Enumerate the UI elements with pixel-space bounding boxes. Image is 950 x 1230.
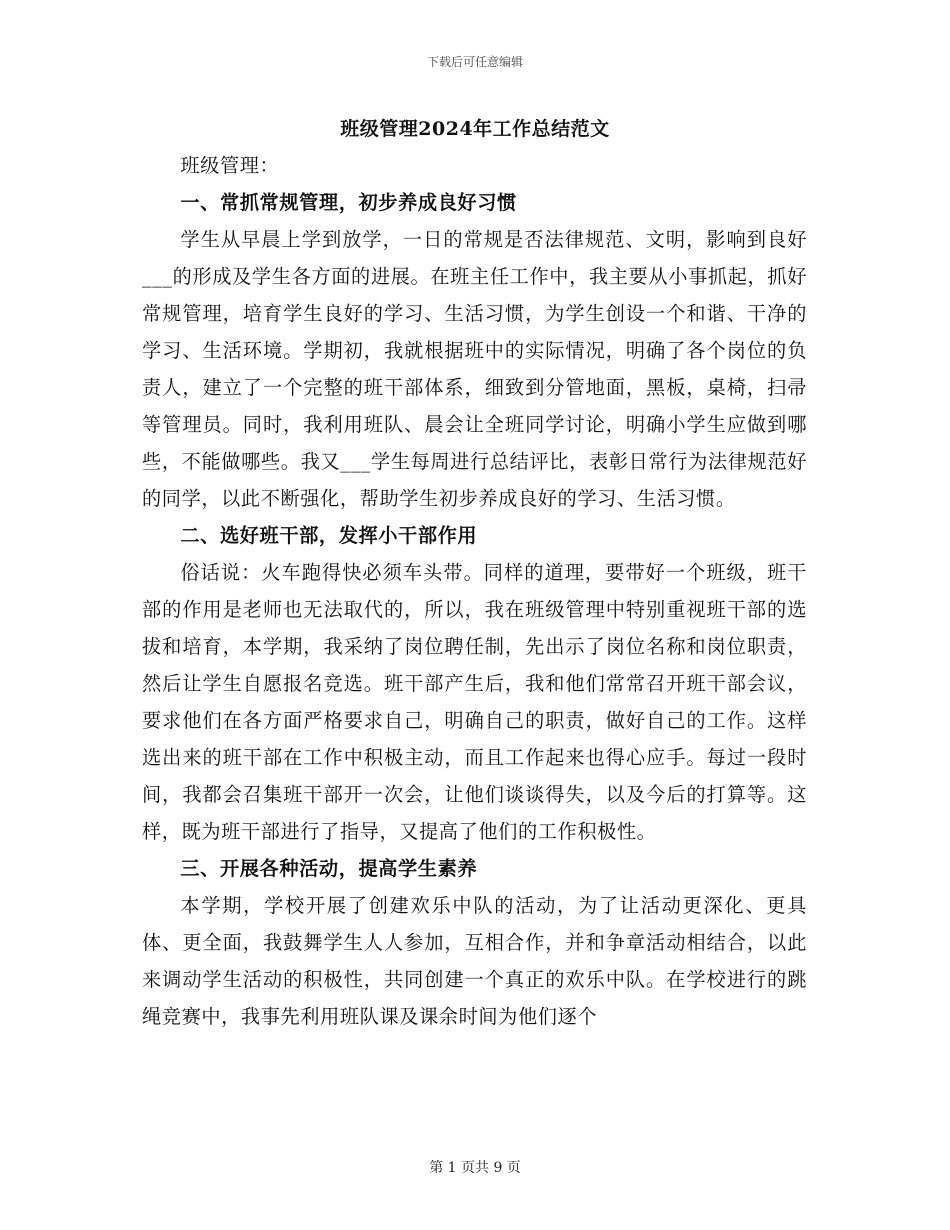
section-paragraph-2: 俗话说：火车跑得快必须车头带。同样的道理，要带好一个班级，班干部的作用是老师也无法取代的，所以，我在班级管理中特别重视班干部的选拔和培育，本学期，我采纳了岗位聘任制，先出示了岗位名称和岗位职责，然后让学生自愿报名竞选。班干部产生后，我和他们常常召开班干部会议，要求他们在各方面严格要求自己，明确自己的职责，做好自己的工作。这样选出来的班干部在工作中积极主动，而且工作起来也得心应手。每过一段时间，我都会召集班干部开一次会，让他们谈谈得失，以及今后的打算等。这样，既为班干部进行了指导，又提高了他们的工作积极性。 (142, 561, 807, 843)
section-paragraph-3: 本学期，学校开展了创建欢乐中队的活动，为了让活动更深化、更具体、更全面，我鼓舞学生人人参加，互相合作，并和争章活动相结合，以此来调动学生活动的积极性，共同创建一个真正的欢乐中队。在学校进行的跳绳竞赛中，我事先利用班队课及课余时间为他们逐个 (142, 894, 807, 1028)
intro-text: 班级管理： (180, 154, 280, 177)
document-body (142, 147, 807, 1035)
section-heading-2: 二、选好班干部，发挥小干部作用 (180, 524, 478, 547)
page-footer: 第 1 页共 9 页 (429, 1160, 521, 1176)
section-paragraph-1: 学生从早晨上学到放学，一日的常规是否法律规范、文明，影响到良好___的形成及学生各方面的进展。在班主任工作中，我主要从小事抓起，抓好常规管理，培育学生良好的学习、生活习惯，为学生创设一个和谐、干净的学习、生活环境。学期初，我就根据班中的实际情况，明确了各个岗位的负责人，建立了一个完整的班干部体系，细致到分管地面，黑板，桌椅，扫帚等管理员。同时，我利用班队、晨会让全班同学讨论，明确小学生应做到哪些，不能做哪些。我又___学生每周进行总结评比，表彰日常行为法律规范好的同学，以此不断强化，帮助学生初步养成良好的学习、生活习惯。 (142, 228, 807, 510)
section-heading-3: 三、开展各种活动，提高学生素养 (180, 857, 478, 880)
document-title: 班级管理2024年工作总结范文 (340, 118, 610, 140)
header-note: 下载后可任意编辑 (426, 55, 523, 69)
section-heading-1: 一、常抓常规管理，初步养成良好习惯 (180, 191, 517, 214)
